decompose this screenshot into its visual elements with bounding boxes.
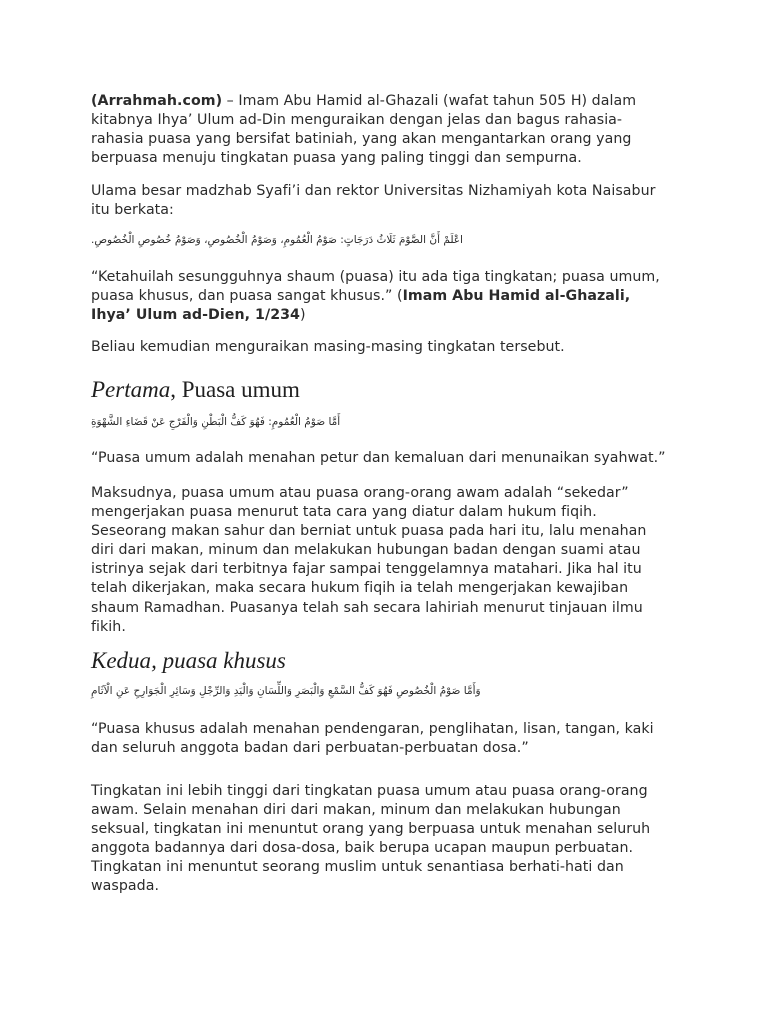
source-label: (Arrahmah.com) (91, 93, 223, 109)
transition-paragraph: Beliau kemudian menguraikan masing-masing tingkatan tersebut. (91, 339, 565, 355)
heading-italic: Pertama (91, 377, 171, 402)
heading-italic: Kedua (91, 648, 152, 673)
section-heading-kedua (91, 647, 286, 675)
explanation-umum: Maksudnya, puasa umum atau puasa orang-orang awam adalah “sekedar” mengerjakan puasa menurut tata cara yang diatur dalam hukum fiqih. Seseorang makan sahur dan berniat untuk puasa pada hari itu, lalu menahan diri dari makan, minum dan melakukan hubungan badan dengan suami atau istrinya sejak dari terbitnya fajar sampai tenggelamnya matahari. Jika hal itu telah dikerjakan, maka secara hukum fiqih ia telah mengerjakan kewajiban shaum Ramadhan. Puasanya telah sah secara lahiriah menurut tinjauan ilmu fikih. (91, 485, 647, 635)
arabic-quote-levels: اعْلَمْ أَنَّ الصَّوْمَ ثَلَاثُ دَرَجَاتٍ: صَوْمُ الْعُمُومِ، وَصَوْمُ الْخُصُوصِ، وَصَوْمُ خُصُوصِ الْخُصُوصِ. (91, 234, 463, 246)
quote-khusus: “Puasa khusus adalah menahan pendengaran, penglihatan, lisan, tangan, kaki dan seluruh anggota badan dari perbuatan-perbuatan dosa.” (91, 721, 654, 757)
ulama-paragraph: Ulama besar madzhab Syafi’i dan rektor Universitas Nizhamiyah kota Naisabur itu berkata: (91, 183, 656, 219)
section-heading-pertama (91, 376, 300, 404)
quote-umum: “Puasa umum adalah menahan petur dan kemaluan dari menunaikan syahwat.” (91, 450, 666, 466)
citation-close: ) (299, 307, 306, 324)
citation: Imam Abu Hamid al-Ghazali, Ihya’ Ulum ad-Dien, 1/234 (91, 288, 631, 324)
arabic-quote-umum: أَمَّا صَوْمُ الْعُمُومِ: فَهُوَ كَفُّ الْبَطْنِ وَالْفَرْجِ عَنْ قَضَاءِ الشَّهْوَةِ (91, 416, 341, 428)
translation-text: “Ketahuilah sesungguhnya shaum (puasa) itu ada tiga tingkatan; puasa umum, puasa khusus, dan puasa sangat khusus.” ( (91, 269, 660, 305)
intro-text: – Imam Abu Hamid al-Ghazali (wafat tahun 505 H) dalam kitabnya Ihya’ Ulum ad-Din menguraikan dengan jelas dan bagus rahasia-rahasia puasa yang bersifat batiniah, yang akan mengantarkan orang yang berpuasa menuju tingkatan puasa yang paling tinggi dan sempurna. (91, 93, 637, 167)
arabic-quote-khusus: وَأَمَّا صَوْمُ الْخُصُوصِ فَهُوَ كَفُّ السَّمْعِ وَالْبَصَرِ وَاللِّسَانِ وَالْيَدِ وَالرِّجْلِ وَسَائِرِ الْجَوَارِحِ عَنِ الْآثَامِ (91, 685, 481, 697)
translation-paragraph (91, 268, 671, 325)
explanation-khusus: Tingkatan ini lebih tinggi dari tingkatan puasa umum atau puasa orang-orang awam. Selain menahan diri dari makan, minum dan melakukan hubungan seksual, tingkatan ini menuntut orang yang berpuasa untuk menahan seluruh anggota badannya dari dosa-dosa, baik berupa ucapan maupun perbuatan. Tingkatan ini menuntut seorang muslim untuk senantiasa berhati-hati dan waspada. (91, 783, 651, 895)
heading-rest: , Puasa umum (170, 377, 300, 402)
heading-rest: , puasa khusus (151, 648, 286, 673)
intro-paragraph (91, 92, 671, 168)
